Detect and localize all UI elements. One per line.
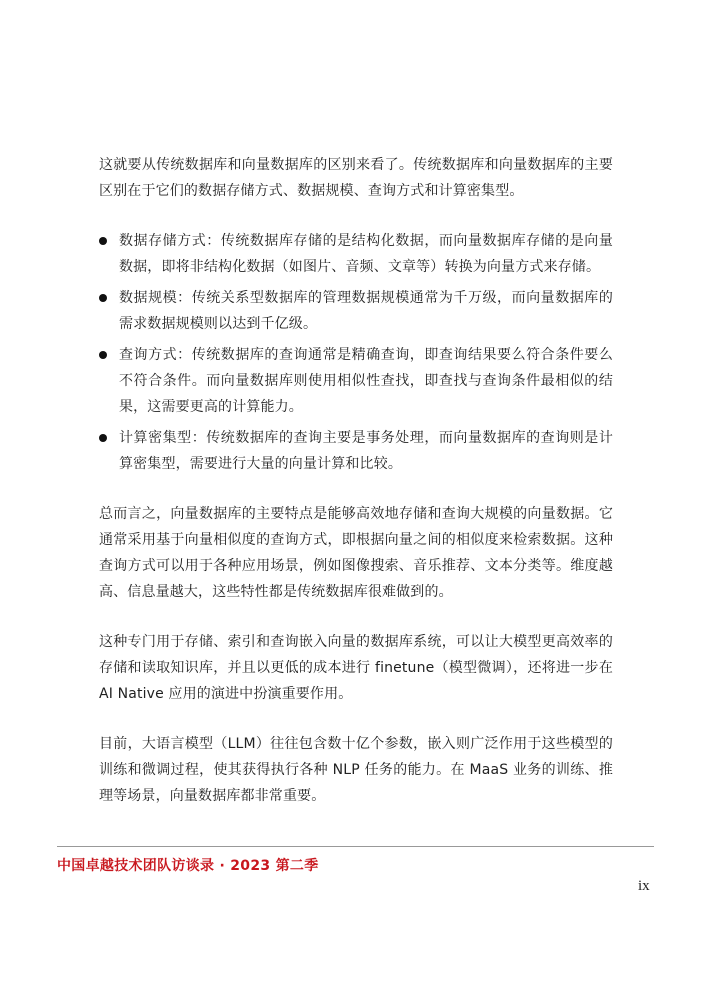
paragraph-current: 目前，大语言模型（LLM）往往包含数十亿个参数，嵌入则广泛作用于这些模型的训练和微调过程，使其获得执行各种 NLP 任务的能力。在 MaaS 业务的训练、推理等场景，向量数据库都非常重要。: [99, 736, 613, 804]
footer-divider: [57, 846, 654, 847]
bullet-item-compute: [99, 425, 613, 477]
paragraph-intro: 这就要从传统数据库和向量数据库的区别来看了。传统数据库和向量数据库的主要区别在于它们的数据存储方式、数据规模、查询方式和计算密集型。: [99, 157, 613, 199]
paragraph-summary: 总而言之，向量数据库的主要特点是能够高效地存储和查询大规模的向量数据。它通常采用基于向量相似度的查询方式，即根据向量之间的相似度来检索数据。这种查询方式可以用于各种应用场景，例如图像搜索、音乐推荐、文本分类等。维度越高、信息量越大，这些特性都是传统数据库很难做到的。: [99, 506, 613, 600]
bullet-item-query: [99, 342, 613, 420]
bullet-text: 数据规模：传统关系型数据库的管理数据规模通常为千万级，而向量数据库的需求数据规模则以达到千亿级。: [119, 290, 613, 332]
bullet-text: 数据存储方式：传统数据库存储的是结构化数据，而向量数据库存储的是向量数据，即将非结构化数据（如图片、音频、文章等）转换为向量方式来存储。: [119, 233, 613, 275]
paragraph-dedicated: 这种专门用于存储、索引和查询嵌入向量的数据库系统，可以让大模型更高效率的存储和读取知识库，并且以更低的成本进行 finetune（模型微调），还将进一步在 AI Native 应用的演进中扮演重要作用。: [99, 634, 613, 702]
bullet-item-storage: [99, 228, 613, 280]
bullet-dot-icon: [99, 434, 107, 442]
bullet-text: 查询方式：传统数据库的查询通常是精确查询，即查询结果要么符合条件要么不符合条件。而向量数据库则使用相似性查找，即查找与查询条件最相似的结果，这需要更高的计算能力。: [119, 347, 613, 415]
footer-title: 中国卓越技术团队访谈录 · 2023 第二季: [57, 858, 319, 874]
bullet-list: [99, 228, 613, 477]
bullet-dot-icon: [99, 294, 107, 302]
bullet-text: 计算密集型：传统数据库的查询主要是事务处理，而向量数据库的查询则是计算密集型，需要进行大量的向量计算和比较。: [119, 430, 613, 472]
bullet-item-scale: [99, 285, 613, 337]
document-body: [99, 152, 613, 833]
page-number: ix: [638, 878, 650, 894]
bullet-dot-icon: [99, 237, 107, 245]
bullet-dot-icon: [99, 351, 107, 359]
